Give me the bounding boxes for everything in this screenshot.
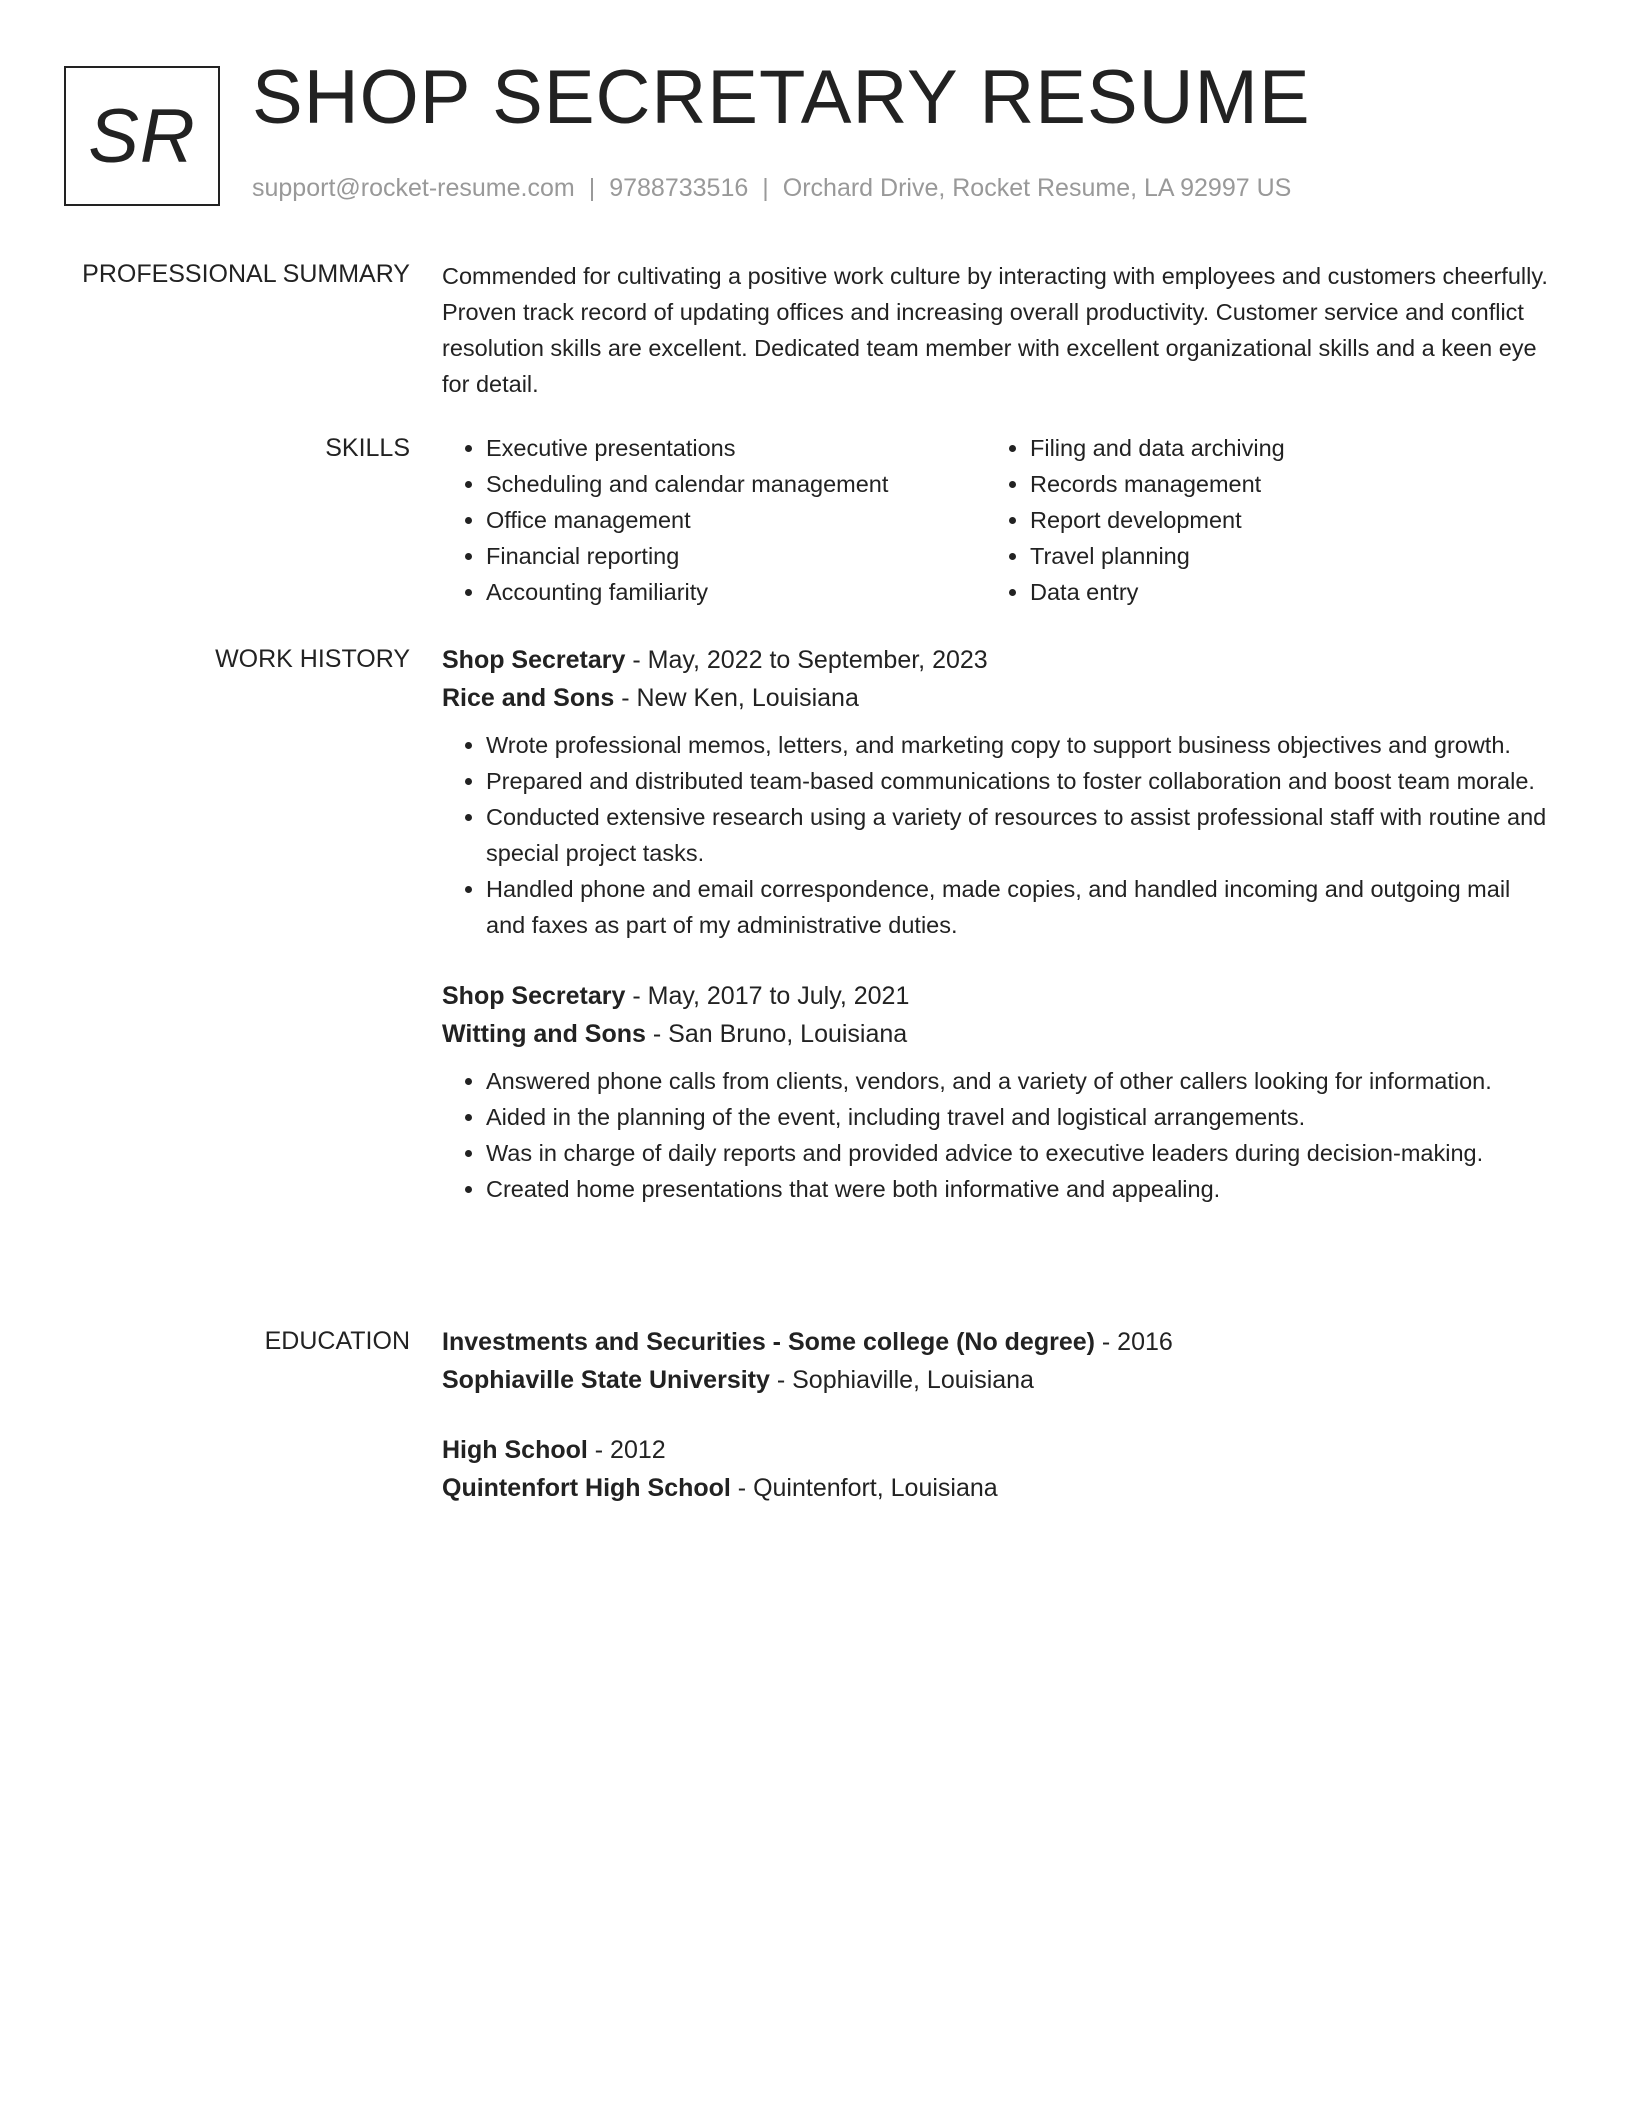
job-entry bbox=[442, 641, 1552, 943]
education-school-line bbox=[442, 1469, 1552, 1507]
job-company: Rice and Sons bbox=[442, 684, 615, 712]
job-title: Shop Secretary bbox=[442, 982, 626, 1010]
job-dates: - May, 2017 to July, 2021 bbox=[625, 982, 910, 1010]
summary-text: Commended for cultivating a positive work culture by interacting with employees and customers cheerfully. Proven track record of updating offices and increasing overall productivity. Customer service and conflict resolution skills are excellent. Dedicated team member with excellent organizational skills and a keen eye for detail. bbox=[442, 263, 1548, 397]
job-dates: - May, 2022 to September, 2023 bbox=[625, 646, 988, 674]
skills-body bbox=[442, 430, 1552, 610]
skills-list-right bbox=[986, 430, 1530, 610]
contact-phone[interactable]: 9788733516 bbox=[609, 174, 749, 202]
job-bullets bbox=[442, 727, 1552, 943]
education-degree-line bbox=[442, 1323, 1552, 1361]
skill-item: • Executive presentations bbox=[486, 430, 986, 466]
job-bullet: • Was in charge of daily reports and provided advice to executive leaders during decision-making. bbox=[486, 1135, 1552, 1171]
job-bullet: • Wrote professional memos, letters, and marketing copy to support business objectives and growth. bbox=[486, 727, 1552, 763]
skill-item: • Financial reporting bbox=[486, 538, 986, 574]
job-bullet: • Aided in the planning of the event, including travel and logistical arrangements. bbox=[486, 1099, 1552, 1135]
education-location: - Sophiaville, Louisiana bbox=[769, 1366, 1034, 1394]
job-bullet: • Prepared and distributed team-based communications to foster collaboration and boost team morale. bbox=[486, 763, 1552, 799]
education-school-line bbox=[442, 1361, 1552, 1399]
section-label-summary: PROFESSIONAL SUMMARY bbox=[82, 260, 410, 288]
education-entry bbox=[442, 1431, 1552, 1507]
skill-item: • Office management bbox=[486, 502, 986, 538]
job-title-line bbox=[442, 641, 1552, 679]
job-title-line bbox=[442, 977, 1552, 1015]
education-degree: Investments and Securities - Some college (No degree) bbox=[442, 1328, 1095, 1356]
contact-line bbox=[252, 174, 1291, 203]
contact-separator: | bbox=[588, 174, 596, 202]
skill-item: • Filing and data archiving bbox=[1030, 430, 1530, 466]
section-label-work: WORK HISTORY bbox=[215, 645, 410, 673]
skill-item: • Travel planning bbox=[1030, 538, 1530, 574]
job-bullet: • Created home presentations that were both informative and appealing. bbox=[486, 1171, 1552, 1207]
monogram-box bbox=[64, 66, 220, 206]
job-bullet: • Conducted extensive research using a variety of resources to assist professional staff with routine and special project tasks. bbox=[486, 799, 1552, 871]
section-label-education: EDUCATION bbox=[264, 1327, 410, 1355]
job-company-line bbox=[442, 679, 1552, 717]
education-degree: High School bbox=[442, 1436, 588, 1464]
education-body bbox=[442, 1323, 1552, 1507]
skills-list-left bbox=[442, 430, 986, 610]
skill-item: • Report development bbox=[1030, 502, 1530, 538]
job-company: Witting and Sons bbox=[442, 1020, 646, 1048]
education-school: Quintenfort High School bbox=[442, 1474, 731, 1502]
contact-separator: | bbox=[762, 174, 769, 202]
education-year: - 2012 bbox=[587, 1436, 666, 1464]
job-location: - San Bruno, Louisiana bbox=[645, 1020, 908, 1048]
education-school: Sophiaville State University bbox=[442, 1366, 770, 1394]
job-bullet: • Handled phone and email correspondence, made copies, and handled incoming and outgoing mail and faxes as part of my administrative duties. bbox=[486, 871, 1552, 943]
skill-item: • Accounting familiarity bbox=[486, 574, 986, 610]
education-year: - 2016 bbox=[1094, 1328, 1173, 1356]
contact-address: Orchard Drive, Rocket Resume, LA 92997 US bbox=[782, 174, 1292, 202]
education-entry bbox=[442, 1323, 1552, 1399]
job-bullet: • Answered phone calls from clients, vendors, and a variety of other callers looking for information. bbox=[486, 1063, 1552, 1099]
skill-item: • Records management bbox=[1030, 466, 1530, 502]
resume-title: SHOP SECRETARY RESUME bbox=[252, 55, 1311, 140]
job-company-line bbox=[442, 1015, 1552, 1053]
work-body bbox=[442, 641, 1552, 1207]
education-degree-line bbox=[442, 1431, 1552, 1469]
section-label-skills: SKILLS bbox=[325, 434, 410, 462]
job-bullets bbox=[442, 1063, 1552, 1207]
skill-item: • Data entry bbox=[1030, 574, 1530, 610]
education-location: - Quintenfort, Louisiana bbox=[730, 1474, 998, 1502]
contact-email[interactable]: support@rocket-resume.com bbox=[252, 174, 575, 202]
job-entry bbox=[442, 977, 1552, 1207]
job-title: Shop Secretary bbox=[442, 646, 626, 674]
skill-item: • Scheduling and calendar management bbox=[486, 466, 986, 502]
monogram-initials: SR bbox=[88, 93, 196, 179]
job-location: - New Ken, Louisiana bbox=[614, 684, 859, 712]
